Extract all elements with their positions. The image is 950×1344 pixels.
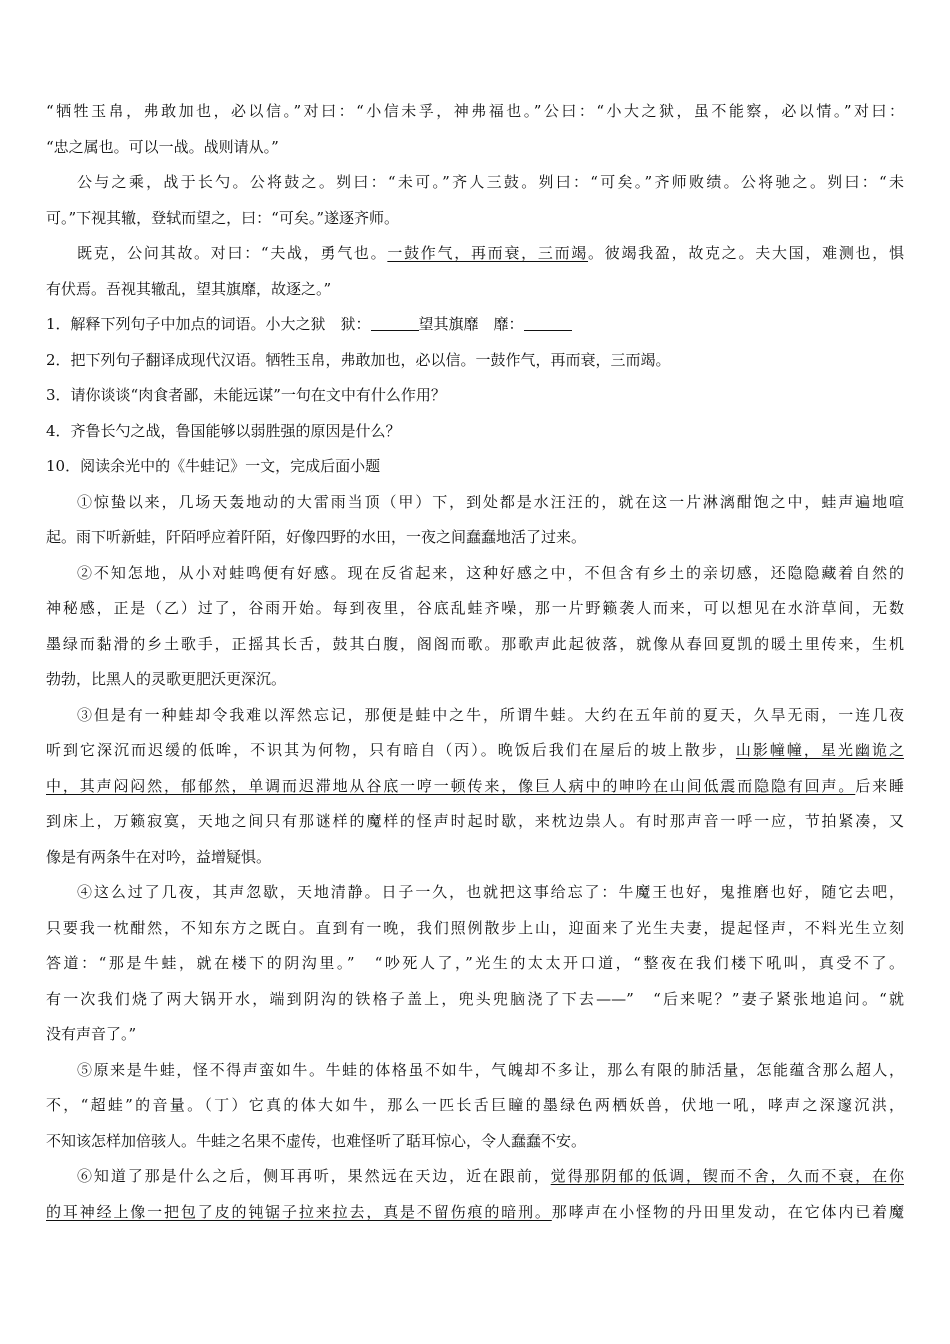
paragraph-2-line-3: 墨绿而黏滑的乡土歌手，正摇其长舌，鼓其白腹，阁阁而歌。那歌声此起彼落，就像从春回夏凯的暖土里传来，生机 bbox=[46, 634, 904, 653]
paragraph-3-line-3: 中，其声闷闷然，郁郁然，单调而迟滞地从谷底一哼一顿传来，像巨人病中的呻吟在山间低震而隐隐有回声。后来睡 bbox=[46, 776, 904, 795]
passage-a-line-5: 既克，公问其故。对曰：“夫战，勇气也。一鼓作气，再而衰，三而竭。彼竭我盈，故克之。夫大国，难测也，惧 bbox=[77, 244, 904, 262]
passage-a-line-1: “牺牲玉帛，弗敢加也，必以信。”对曰：“小信未孚，神弗福也。”公曰：“小大之狱，虽不能察，必以情。”对曰： bbox=[46, 102, 904, 120]
underlined-sentence: 山影幢幢，星光幽诡之 bbox=[735, 741, 904, 759]
answer-blank-1 bbox=[371, 316, 419, 331]
paragraph-6-line-2: 的耳神经上像一把包了皮的钝锯子拉来拉去，真是不留伤痕的暗刑。那哮声在小怪物的丹田里发动，在它体内已着魔 bbox=[46, 1202, 904, 1221]
underlined-sentence: 觉得那阴郁的低调，锲而不舍，久而不衰，在你 bbox=[550, 1167, 904, 1185]
passage-a-line-6: 有伏焉。吾视其辙乱，望其旗靡，故逐之。” bbox=[46, 279, 332, 298]
paragraph-2-line-1: ②不知怎地，从小对蛙鸣便有好感。现在反省起来，这种好感之中，不但含有乡土的亲切感，还隐隐藏着自然的 bbox=[77, 563, 904, 582]
passage-a-line-4: 可。”下视其辙，登轼而望之，曰：“可矣。”遂逐齐师。 bbox=[46, 208, 400, 227]
paragraph-3-line-5: 像是有两条牛在对吟，益增疑惧。 bbox=[46, 847, 272, 866]
question-3: 3．请你谈谈“肉食者鄙，未能远谋”一句在文中有什么作用？ bbox=[46, 386, 446, 404]
underlined-sentence: 的耳神经上像一把包了皮的钝锯子拉来拉去，真是不留伤痕的暗刑。 bbox=[46, 1202, 552, 1221]
paragraph-4-line-5: 没有声音了。” bbox=[46, 1025, 137, 1043]
question-2: 2．把下列句子翻译成现代汉语。牺牲玉帛，弗敢加也，必以信。一鼓作气，再而衰，三而竭。 bbox=[46, 350, 671, 369]
paragraph-4-line-3: 答道：“那是牛蛙，就在楼下的阴沟里。” “吵死人了，”光生的太太开口道，“整夜在我们楼下吼叫，真受不了。 bbox=[46, 954, 904, 972]
paragraph-2-line-2: 神秘感，正是（乙）过了，谷雨开始。每到夜里，谷底乱蛙齐噪，那一片野籁袭人而来，可以想见在水浒草间，无数 bbox=[46, 599, 904, 617]
paragraph-2-line-4: 勃勃，比黑人的灵歌更肥沃更深沉。 bbox=[46, 670, 287, 688]
passage-a-line-3: 公与之乘，战于长勺。公将鼓之。刿曰：“未可。”齐人三鼓。刿曰：“可矣。”齐师败绩。公将驰之。刿曰：“未 bbox=[77, 173, 904, 191]
question-10-heading: 10．阅读余光中的《牛蛙记》一文，完成后面小题 bbox=[46, 457, 381, 475]
paragraph-4-line-2: 只要我一枕酣然，不知东方之既白。直到有一晚，我们照例散步上山，迎面来了光生夫妻，提起怪声，不料光生立刻 bbox=[46, 918, 904, 937]
paragraph-1-line-1: ①惊蛰以来，几场天轰地动的大雷雨当顶（甲）下，到处都是水汪汪的，就在这一片淋漓酣饱之中，蛙声遍地喧 bbox=[77, 492, 904, 511]
question-1: 1．解释下列句子中加点的词语。小大之狱 狱： 望其旗靡 靡： bbox=[46, 307, 904, 343]
paragraph-6-line-1: ⑥知道了那是什么之后，侧耳再听，果然远在天边，近在跟前，觉得那阴郁的低调，锲而不舍，久而不衰，在你 bbox=[77, 1167, 904, 1185]
underlined-sentence: 一鼓作气，再而衰，三而竭 bbox=[387, 244, 589, 262]
paragraph-3-line-2: 听到它深沉而迟缓的低哞，不识其为何物，只有暗自（丙）。晚饭后我们在屋后的坡上散步，山影幢幢，星光幽诡之 bbox=[46, 741, 904, 759]
paragraph-3-line-4: 到床上，万籁寂寞，天地之间只有那谜样的魔样的怪声时起时歇，来枕边祟人。有时那声音一呼一应，节拍紧凑，又 bbox=[46, 812, 904, 830]
paragraph-4-line-4: 有一次我们烧了两大锅开水，端到阴沟的铁格子盖上，兜头兜脑浇了下去——” “后来呢？”妻子紧张地追问。“就 bbox=[46, 989, 904, 1008]
paragraph-5-line-2: 不，“超蛙”的音量。（丁）它真的体大如牛，那么一匹长舌巨瞳的墨绿色两栖妖兽，伏地一吼，哮声之深邃沉洪， bbox=[46, 1096, 904, 1114]
paragraph-4-line-1: ④这么过了几夜，其声忽歇，天地清静。日子一久，也就把这事给忘了：牛魔王也好，鬼推磨也好，随它去吧， bbox=[77, 883, 904, 901]
answer-blank-2 bbox=[524, 316, 572, 331]
paragraph-5-line-3: 不知该怎样加倍骇人。牛蛙之名果不虚传，也难怪听了聒耳惊心，令人蠢蠢不安。 bbox=[46, 1131, 587, 1150]
question-4: 4．齐鲁长勺之战，鲁国能够以弱胜强的原因是什么？ bbox=[46, 421, 401, 440]
passage-a-line-2: “忠之属也。可以一战。战则请从。” bbox=[46, 137, 279, 156]
paragraph-5-line-1: ⑤原来是牛蛙，怪不得声蛮如牛。牛蛙的体格虽不如牛，气魄却不多让，那么有限的肺活量，怎能蕴含那么超人， bbox=[77, 1060, 904, 1079]
paragraph-1-line-2: 起。雨下听新蛙，阡陌呼应着阡陌，好像四野的水田，一夜之间蠢蠢地活了过来。 bbox=[46, 528, 587, 546]
paragraph-3-line-1: ③但是有一种蛙却令我难以浑然忘记，那便是蛙中之牛，所谓牛蛙。大约在五年前的夏天，久旱无雨，一连几夜 bbox=[77, 705, 904, 724]
underlined-sentence: 中，其声闷闷然，郁郁然，单调而迟滞地从谷底一哼一顿传来，像巨人病中的呻吟在山间低震而隐隐有回声。 bbox=[46, 776, 856, 795]
